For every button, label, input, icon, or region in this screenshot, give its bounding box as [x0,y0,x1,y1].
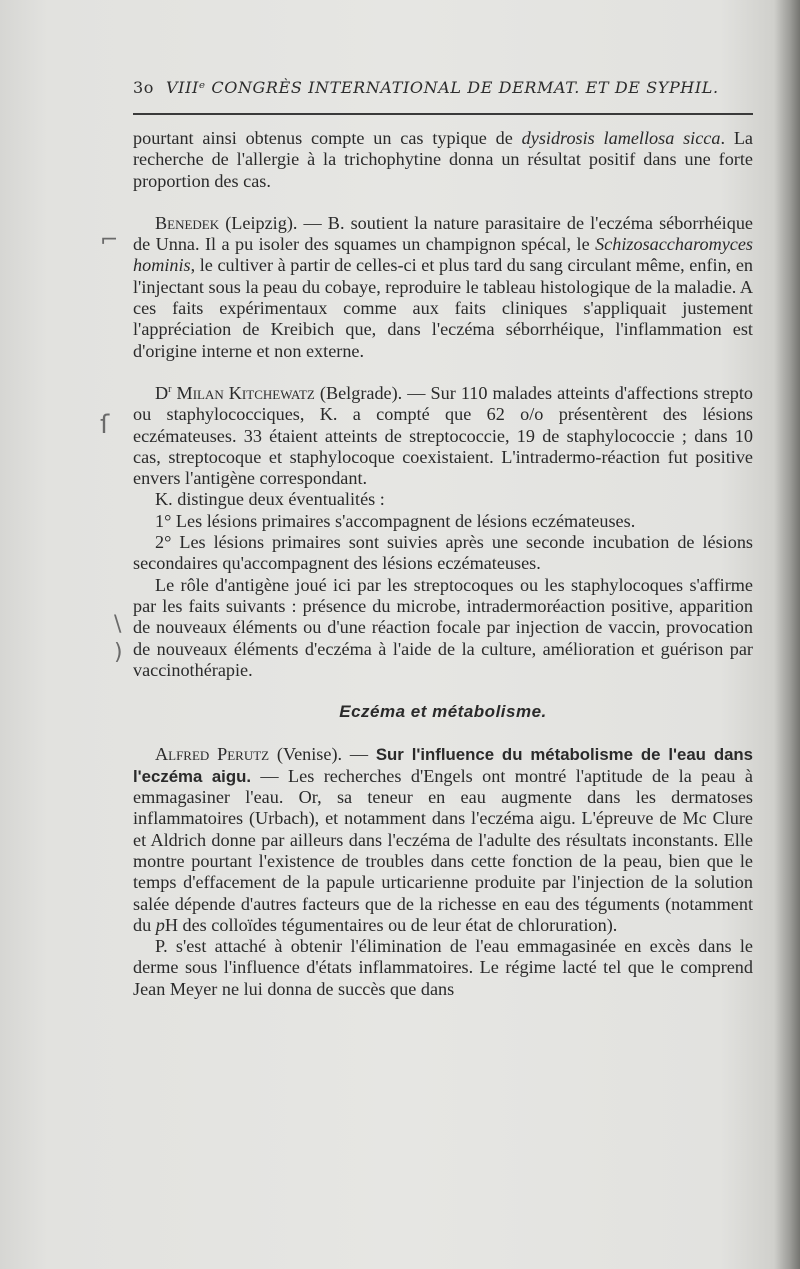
margin-mark: \ [114,612,122,637]
text-run: (Leipzig). — B. soutient la nature parasitaire de l'eczéma séborrhéique de Unna. Il a pu isoler des squames un champignon spécal, le [133,212,753,255]
paragraph-continued [133,128,753,192]
author-title: D [155,382,169,403]
running-title: VIIIᵉ CONGRÈS INTERNATIONAL DE DERMAT. ET DE SYPHIL. [166,78,719,97]
text-run: H des colloïdes tégumentaires ou de leur état de chloruration). [164,914,618,935]
paragraph: K. distingue deux éventualités : [155,489,385,510]
paragraph: 2° Les lésions primaires sont suivies après une seconde incubation de lésions secondaires qu'accompagnent des lésions eczémateuses. [133,532,753,574]
paragraph-perutz [133,744,753,936]
paragraph-gap [133,192,753,213]
margin-mark: ⌐ [100,228,119,253]
text-run: pourtant ainsi obtenus compte un cas typique de [133,128,522,148]
paragraph: Le rôle d'antigène joué ici par les streptocoques ou les staphylocoques s'affirme par les faits suivants : présence du microbe, intradermoréaction positive, apparition de nouveaux éléments ou d'une réaction focale par injection de vaccin, provocation de nouveaux éléments d'eczéma à l'aide de la culture, amélioration et guérison par vaccinothérapie. [133,574,753,680]
paragraph-kitchewatz [133,383,753,489]
page-number: 3o [133,78,155,97]
header-rule [133,113,753,115]
text-run: (Venise). — [269,744,376,765]
author-name: Alfred Perutz [155,744,270,765]
paragraph: 1° Les lésions primaires s'accompagnent de lésions eczémateuses. [155,510,636,531]
italic-term: Schizosaccharomyces hominis [133,234,753,276]
author-name: Benedek [155,212,220,233]
article-title: Sur l'influence du métabolisme de l'eau dans l'eczéma aigu. [133,745,753,786]
text-run: — Les recherches d'Engels ont montré l'aptitude de la peau à emmagasiner l'eau. Or, sa teneur en eau augmente dans les dermatoses inflammatoires (Urbach), et notamment dans l'eczéma aigu. L'épreuve de Mc Clure et Aldrich donne par ailleurs dans l'eczéma de l'adulte des résultats inconstants. Elle montre pourtant l'existence de troubles dans cette fonction de la peau, bien que le temps d'effacement de la papule urticarienne produite par l'injection de la solution salée dépende d'autres facteurs que de la richesse en eau des téguments (notamment du [133,765,753,935]
text-run: . La recherche de l'allergie à la trichophytine donna un résultat positif dans une forte proportion des cas. [133,128,754,191]
text-run: (Belgrade). — Sur 110 malades atteints d'affections strepto ou staphylococciques, K. a compté que 62 o/o présentèrent des lésions eczémateuses. 33 étaient atteints de streptococcie, 19 de staphylococcie ; dans 10 cas, streptocoque et staphylocoque coexistaient. L'intradermo-réaction fut positive envers l'antigène correspondant. [133,382,754,489]
italic-term: dysidrosis lamellosa sicca [521,128,721,148]
paragraph-gap [133,362,753,383]
page-spine-shadow [774,0,800,1269]
body-text [133,128,753,1000]
margin-mark: ſ [100,410,110,440]
running-header [133,76,753,102]
section-heading: Eczéma et métabolisme. [339,702,547,722]
italic-term: p [155,914,165,935]
text-run: , le cultiver à partir de celles-ci et plus tard du sang circulant même, enfin, en l'injectant sous la peau du cobaye, reproduire le tableau histologique de la maladie. A ces faits expérimentaux comme aux faits cliniques s'appliquait justement l'appréciation de Kreibich que, dans l'eczéma séborrhéique, l'inflammation est d'origine interne et non externe. [133,255,753,361]
author-name: Milan Kitchewatz [171,382,315,403]
paragraph: P. s'est attaché à obtenir l'élimination de l'eau emmagasinée en excès dans le derme sous l'influence d'états inflammatoires. Le régime lacté tel que le comprend Jean Meyer ne lui donna de succès que dans [133,936,753,999]
author-title-sup: r [168,383,172,395]
margin-mark: ) [114,640,123,665]
paragraph-benedek [133,213,753,362]
